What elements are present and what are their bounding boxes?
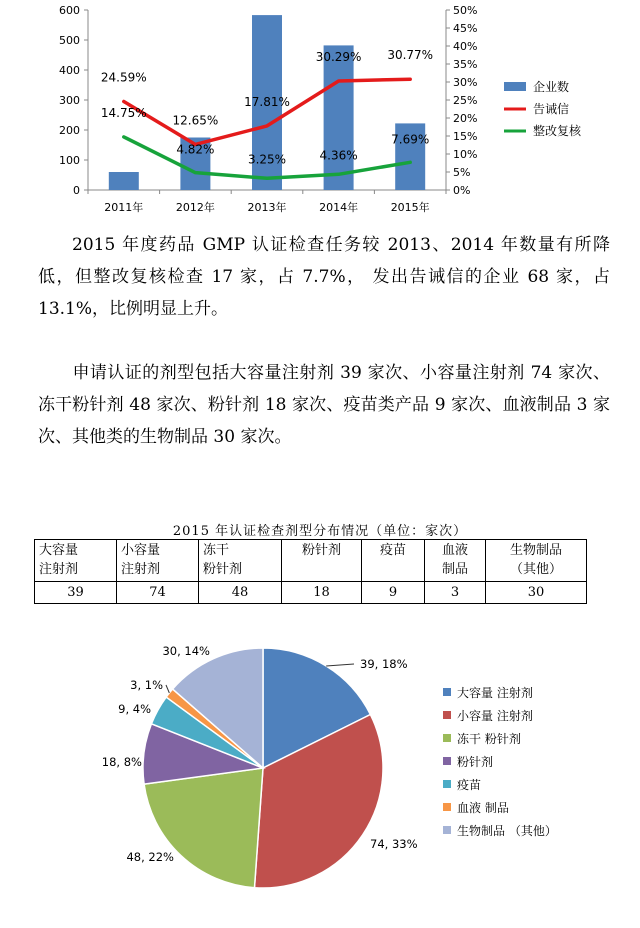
right-tick-label: 20%: [453, 112, 478, 125]
slice-label: 18, 8%: [101, 755, 142, 769]
right-tick-label: 0%: [453, 184, 471, 197]
legend-label: 生物制品 （其他）: [457, 824, 557, 838]
data-label: 4.36%: [319, 148, 358, 163]
table-header-cell: 大容量 注射剂: [35, 540, 117, 582]
left-tick-label: 600: [59, 4, 80, 17]
right-tick-label: 30%: [453, 76, 478, 89]
bar: [109, 172, 139, 190]
legend-label: 告诫信: [533, 102, 570, 116]
right-tick-label: 40%: [453, 40, 478, 53]
legend-label: 血液 制品: [457, 801, 509, 815]
slice-label: 74, 33%: [370, 837, 418, 851]
right-tick-label: 45%: [453, 22, 478, 35]
x-tick-label: 2015年: [390, 201, 430, 214]
bar: [324, 45, 354, 190]
data-label: 4.82%: [176, 142, 215, 157]
table-row: [35, 582, 587, 604]
paragraph-2: [38, 357, 610, 453]
legend-label: 企业数: [533, 80, 570, 94]
legend-swatch: [443, 711, 451, 719]
right-tick-label: 35%: [453, 58, 478, 71]
right-tick-label: 10%: [453, 148, 478, 161]
left-tick-label: 500: [59, 34, 80, 47]
legend-label: 整改复核: [533, 124, 582, 138]
dosage-form-table: [34, 539, 587, 604]
data-label: 17.81%: [244, 94, 290, 109]
table-header-cell: 粉针剂: [282, 540, 362, 582]
data-label: 30.29%: [315, 49, 362, 64]
paragraph-1: [38, 229, 610, 325]
legend-swatch: [504, 82, 526, 91]
table-cell: 9: [362, 582, 425, 604]
data-label: 24.59%: [100, 70, 147, 85]
left-tick-label: 300: [59, 94, 80, 107]
right-tick-label: 25%: [453, 94, 478, 107]
table-header-cell: 冻干 粉针剂: [199, 540, 282, 582]
data-label: 3.25%: [247, 152, 287, 167]
slice-label: 48, 22%: [126, 850, 174, 864]
legend-swatch: [443, 826, 451, 834]
x-tick-label: 2011年: [104, 201, 144, 214]
table-cell: 18: [282, 582, 362, 604]
table-header-cell: 生物制品 （其他）: [486, 540, 587, 582]
right-tick-label: 50%: [453, 4, 478, 17]
pie-legend: [443, 685, 557, 838]
legend-label: 大容量 注射剂: [457, 686, 533, 700]
table-header-row: [35, 540, 587, 582]
data-label: 7.69%: [391, 132, 430, 147]
legend-swatch: [443, 734, 451, 742]
table-title: 2015 年认证检查剂型分布情况（单位：家次）: [172, 524, 468, 539]
legend-label: 冻干 粉针剂: [457, 732, 521, 746]
right-tick-label: 5%: [453, 166, 471, 179]
left-tick-label: 100: [59, 154, 80, 167]
legend-label: 疫苗: [457, 778, 482, 792]
legend-label: 小容量 注射剂: [457, 709, 533, 723]
legend-swatch: [443, 780, 451, 788]
table-cell: 39: [35, 582, 117, 604]
pie-slice: [144, 768, 263, 888]
slice-label: 3, 1%: [130, 678, 163, 692]
data-label: 30.77%: [387, 48, 434, 63]
label-leader: [326, 664, 354, 666]
table-cell: 30: [486, 582, 587, 604]
data-label: 12.65%: [172, 113, 219, 128]
pie-chart: [0, 618, 640, 928]
combo-legend: [504, 79, 582, 138]
table-header-cell: 疫苗: [362, 540, 425, 582]
label-leader: [166, 685, 169, 693]
legend-swatch: [443, 688, 451, 696]
left-tick-label: 400: [59, 64, 80, 77]
left-tick-label: 200: [59, 124, 80, 137]
x-tick-label: 2012年: [175, 201, 215, 214]
legend-swatch: [443, 757, 451, 765]
legend-swatch: [443, 803, 451, 811]
data-label: 14.75%: [100, 105, 147, 120]
table-cell: 74: [117, 582, 199, 604]
left-tick-label: 0: [73, 184, 80, 197]
slice-label: 9, 4%: [118, 702, 151, 716]
legend-label: 粉针剂: [457, 755, 494, 769]
table-header-cell: 血液 制品: [425, 540, 486, 582]
right-tick-label: 15%: [453, 130, 478, 143]
paragraph-1-text: 2015 年度药品 GMP 认证检查任务较 2013、2014 年数量有所降低，但整改复核检查 17 家，占 7.7%， 发出告诫信的企业 68 家，占 13.1%，比例明显上升。: [38, 235, 610, 319]
x-tick-label: 2013年: [247, 201, 287, 214]
slice-label: 30, 14%: [162, 644, 210, 658]
table-header-cell: 小容量 注射剂: [117, 540, 199, 582]
pie-slices: [143, 648, 383, 888]
slice-label: 39, 18%: [360, 657, 408, 671]
x-tick-label: 2014年: [319, 201, 359, 214]
combo-chart: [0, 0, 640, 220]
paragraph-2-text: 申请认证的剂型包括大容量注射剂 39 家次、小容量注射剂 74 家次、冻干粉针剂 48 家次、粉针剂 18 家次、疫苗类产品 9 家次、血液制品 3 家次、其他类的生物制品 30 家次。: [38, 363, 610, 447]
table-cell: 48: [199, 582, 282, 604]
table-cell: 3: [425, 582, 486, 604]
